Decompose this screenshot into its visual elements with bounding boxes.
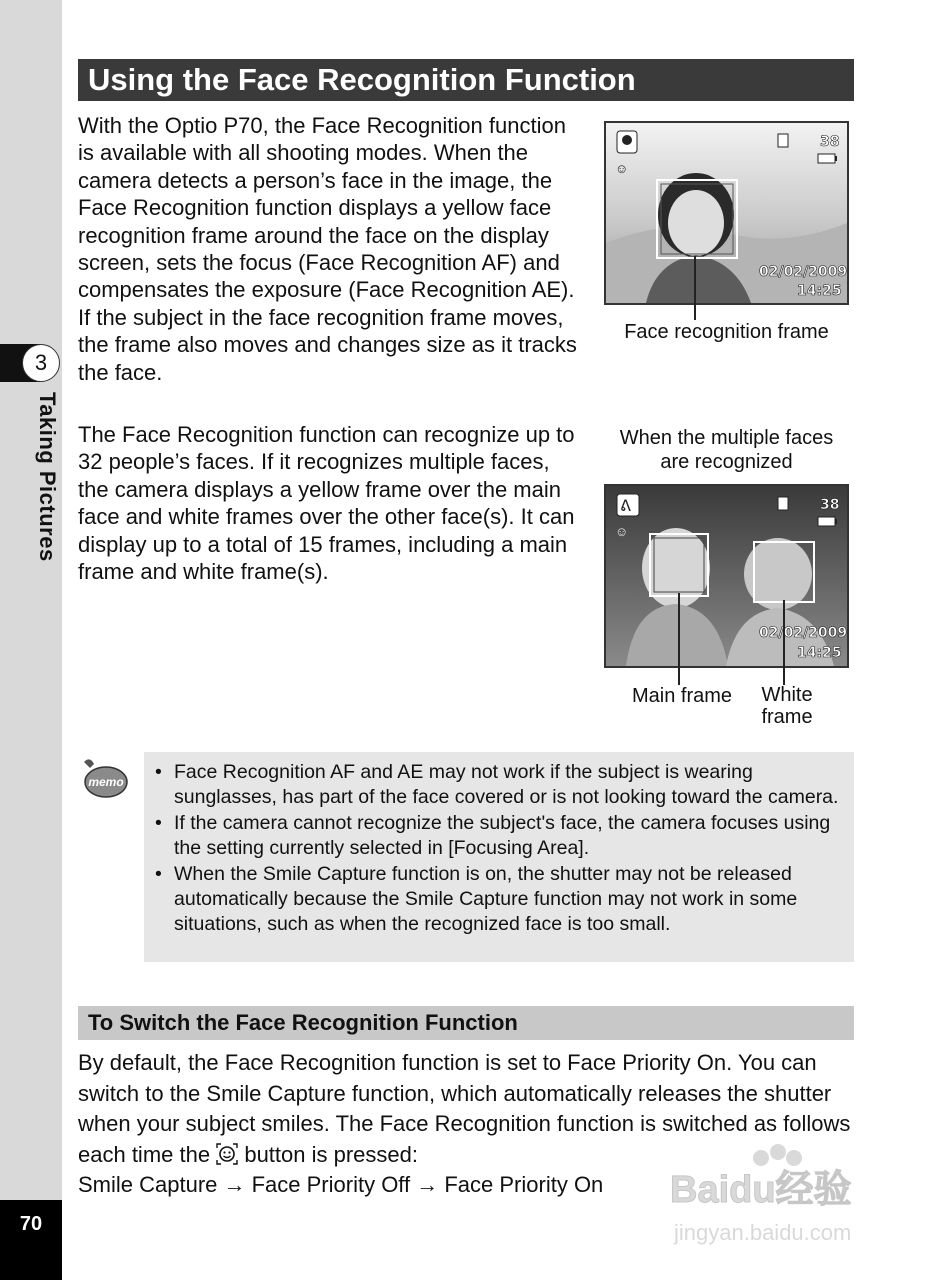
chapter-sidebar: [0, 0, 62, 1280]
date-readout-2: 02/02/2009: [759, 625, 847, 641]
subsection-body-text-2: button is pressed:: [244, 1141, 418, 1167]
memo-box: [144, 752, 854, 962]
main-frame-leader: [676, 593, 682, 685]
memo-item: • If the camera cannot recognize the subject's face, the camera focuses using the setting currently selected in [Focusing Area].: [174, 811, 842, 861]
date-readout: 02/02/2009: [759, 264, 847, 280]
mode-sequence: Smile Capture → Face Priority Off → Face Priority On: [78, 1172, 604, 1197]
baidu-watermark-logo: [666, 1140, 886, 1250]
memory-icon: [778, 134, 788, 147]
single-face-screen: [604, 121, 849, 305]
memo-icon-label: memo: [88, 775, 124, 789]
figure1-caption: Face recognition frame: [624, 321, 829, 343]
main-frame-label: Main frame: [631, 685, 733, 707]
shot-count: 38: [820, 134, 840, 150]
multiple-faces-screen: [604, 484, 849, 668]
svg-text:ᕕ: ᕕ: [620, 498, 631, 515]
subsection-title: To Switch the Face Recognition Function: [78, 1006, 854, 1040]
memo-item: • When the Smile Capture function is on, the shutter may not be released automatically because the Smile Capture function may not work in some situations, such as when the recognized face is too small.: [174, 862, 842, 937]
memo-item: • Face Recognition AF and AE may not work if the subject is wearing sunglasses, has part of the face covered or is not looking toward the camera.: [174, 760, 842, 810]
time-readout-2: 14:25: [797, 645, 842, 661]
time-readout: 14:25: [797, 283, 842, 299]
chapter-title: Taking Pictures: [35, 392, 60, 562]
frame-leader-line: [692, 256, 698, 320]
face-detect-icon: ☺: [615, 161, 629, 176]
watermark-text: Baidu经验: [670, 1169, 852, 1211]
memo-list: [144, 752, 854, 937]
battery-icon-2: [818, 517, 835, 526]
chapter-number: 3: [22, 344, 60, 382]
intro-paragraph-1: With the Optio P70, the Face Recognition function is available with all shooting modes. When the camera detects a person’s face in the image, the Face Recognition function displays a yellow face recognition frame around the face on the display screen, sets the focus (Face Recognition AF) and compensates the exposure (Face Recognition AE). If the subject in the face recognition frame moves, the frame also moves and changes size as it tracks the face.: [78, 113, 577, 385]
battery-icon: [818, 154, 835, 163]
page-number: 70: [0, 1200, 62, 1280]
figure2-heading: When the multiple faces are recognized: [619, 427, 834, 473]
page-title: Using the Face Recognition Function: [78, 59, 854, 101]
shot-count-2: 38: [820, 497, 840, 513]
watermark-url: jingyan.baidu.com: [674, 1220, 852, 1245]
memory-icon-2: [778, 497, 788, 510]
intro-paragraph-2: The Face Recognition function can recognize up to 32 people’s faces. If it recognizes multiple faces, the camera displays a yellow frame over the main face and white frames over the other face(s). It can display up to a total of 15 frames, including a main frame and white frame(s).: [78, 422, 575, 585]
subsection-body-text: By default, the Face Recognition function is set to Face Priority On. You can switch to the Smile Capture function, which automatically releases the shutter when your subject smiles. The Face Recognition function is switched as follows each time the: [78, 1050, 851, 1167]
memo-icon: [80, 756, 128, 800]
white-frame-label: White frame: [761, 684, 813, 728]
face-detect-icon-2: ☺: [615, 524, 629, 539]
face-detect-button-icon: [216, 1143, 238, 1165]
white-frame-leader: [781, 600, 787, 685]
